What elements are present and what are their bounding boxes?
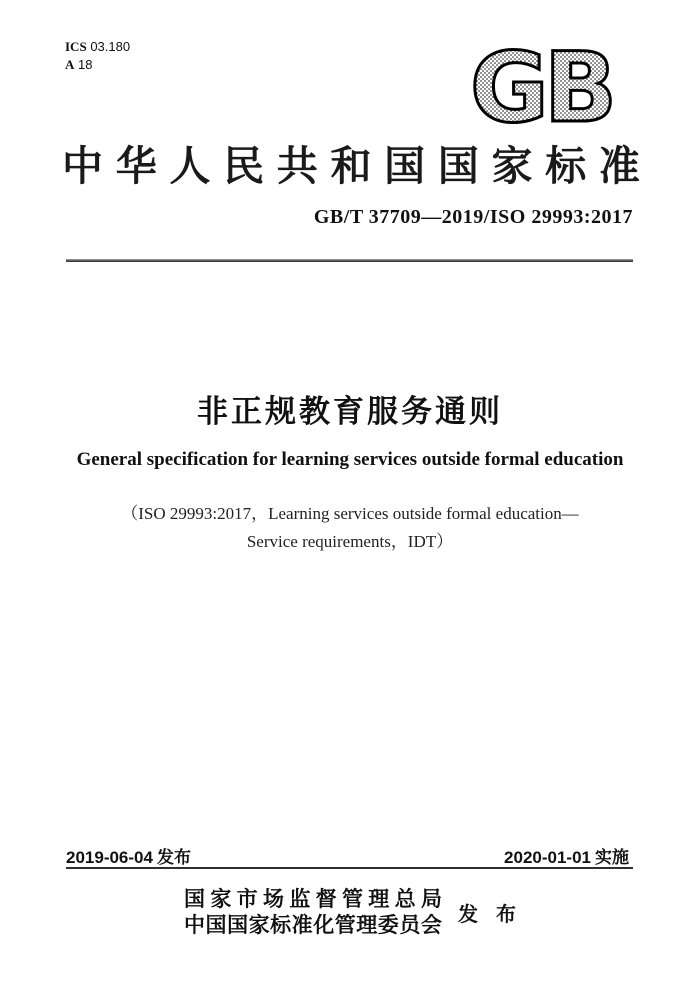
implementation-date-value: 2020-01-01 — [504, 848, 591, 867]
implementation-date-label: 实施 — [595, 848, 629, 867]
national-standard-title: 中 华 人 民 共 和 国 国 家 标 准 — [62, 143, 640, 189]
iso-note-line2: Service requirements，IDT） — [246, 532, 454, 551]
dates-row — [66, 843, 633, 868]
issuing-authorities — [184, 886, 442, 938]
publish-label: 发 布 — [458, 903, 516, 926]
class-label: A — [65, 57, 75, 72]
iso-adoption-note — [0, 500, 700, 556]
document-title-cn: 非正规教育服务通则 — [197, 394, 503, 429]
footer-rule — [66, 867, 633, 869]
implementation-date — [504, 843, 633, 868]
gb-logo — [450, 38, 632, 128]
classification-code — [65, 56, 130, 74]
ics-value: 03.180 — [90, 39, 131, 54]
ics-code — [65, 38, 130, 56]
header-rule — [66, 259, 633, 262]
issuer-line-1: 国 家 市 场 监 督 管 理 总 局 — [184, 887, 442, 911]
issue-date — [66, 843, 195, 868]
class-value: 18 — [78, 57, 93, 72]
ics-classification-block — [65, 38, 130, 74]
gb-logo-text: GB — [470, 38, 612, 128]
issuing-authorities-block — [0, 886, 700, 938]
issue-date-value: 2019-06-04 — [66, 848, 153, 867]
document-title-en: General specification for learning services outside formal education — [76, 449, 624, 470]
ics-label: ICS — [65, 39, 87, 54]
issuer-line-2: 中 国 国 家 标 准 化 管 理 委 员 会 — [184, 913, 442, 937]
iso-note-line1: （ISO 29993:2017，Learning services outside formal education— — [121, 504, 579, 523]
standard-code: GB/T 37709—2019/ISO 29993:2017 — [313, 206, 633, 228]
issue-date-label: 发布 — [156, 848, 191, 867]
